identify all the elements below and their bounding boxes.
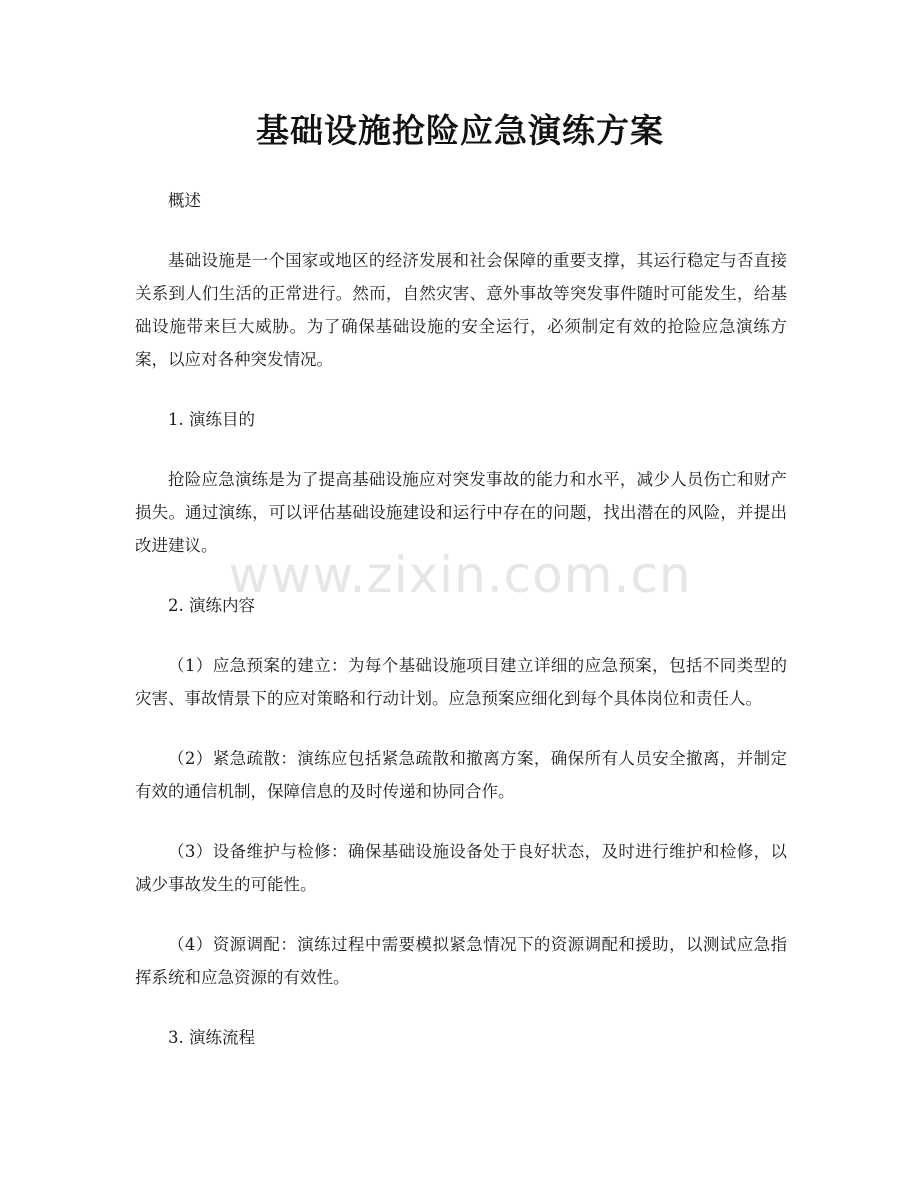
paragraph-purpose: 抢险应急演练是为了提高基础设施应对突发事故的能力和水平，减少人员伤亡和财产损失。通过演练，可以评估基础设施建设和运行中存在的问题，找出潜在的风险，并提出改进建议。 bbox=[135, 470, 787, 555]
section-heading-content: 2. 演练内容 bbox=[168, 596, 255, 615]
section-heading-process: 3. 演练流程 bbox=[168, 1028, 255, 1047]
section-heading-purpose: 1. 演练目的 bbox=[168, 410, 255, 429]
paragraph-evacuation: （2）紧急疏散：演练应包括紧急疏散和撤离方案，确保所有人员安全撤离，并制定有效的通信机制，保障信息的及时传递和协同合作。 bbox=[135, 749, 787, 801]
paragraph-maintenance: （3）设备维护与检修：确保基础设施设备处于良好状态，及时进行维护和检修，以减少事故发生的可能性。 bbox=[135, 842, 787, 894]
paragraph-overview: 基础设施是一个国家或地区的经济发展和社会保障的重要支撑，其运行稳定与否直接关系到人们生活的正常进行。然而，自然灾害、意外事故等突发事件随时可能发生，给基础设施带来巨大威胁。为了确保基础设施的安全运行，必须制定有效的抢险应急演练方案，以应对各种突发情况。 bbox=[135, 251, 787, 369]
section-heading-overview: 概述 bbox=[168, 191, 201, 210]
page-title: 基础设施抢险应急演练方案 bbox=[256, 111, 664, 150]
document-body bbox=[135, 184, 787, 1081]
watermark: www.zixin.com.cn bbox=[228, 546, 692, 604]
paragraph-emergency-plan: （1）应急预案的建立：为每个基础设施项目建立详细的应急预案，包括不同类型的灾害、事故情景下的应对策略和行动计划。应急预案应细化到每个具体岗位和责任人。 bbox=[135, 656, 787, 708]
paragraph-resource-allocation: （4）资源调配：演练过程中需要模拟紧急情况下的资源调配和援助，以测试应急指挥系统和应急资源的有效性。 bbox=[135, 935, 787, 987]
